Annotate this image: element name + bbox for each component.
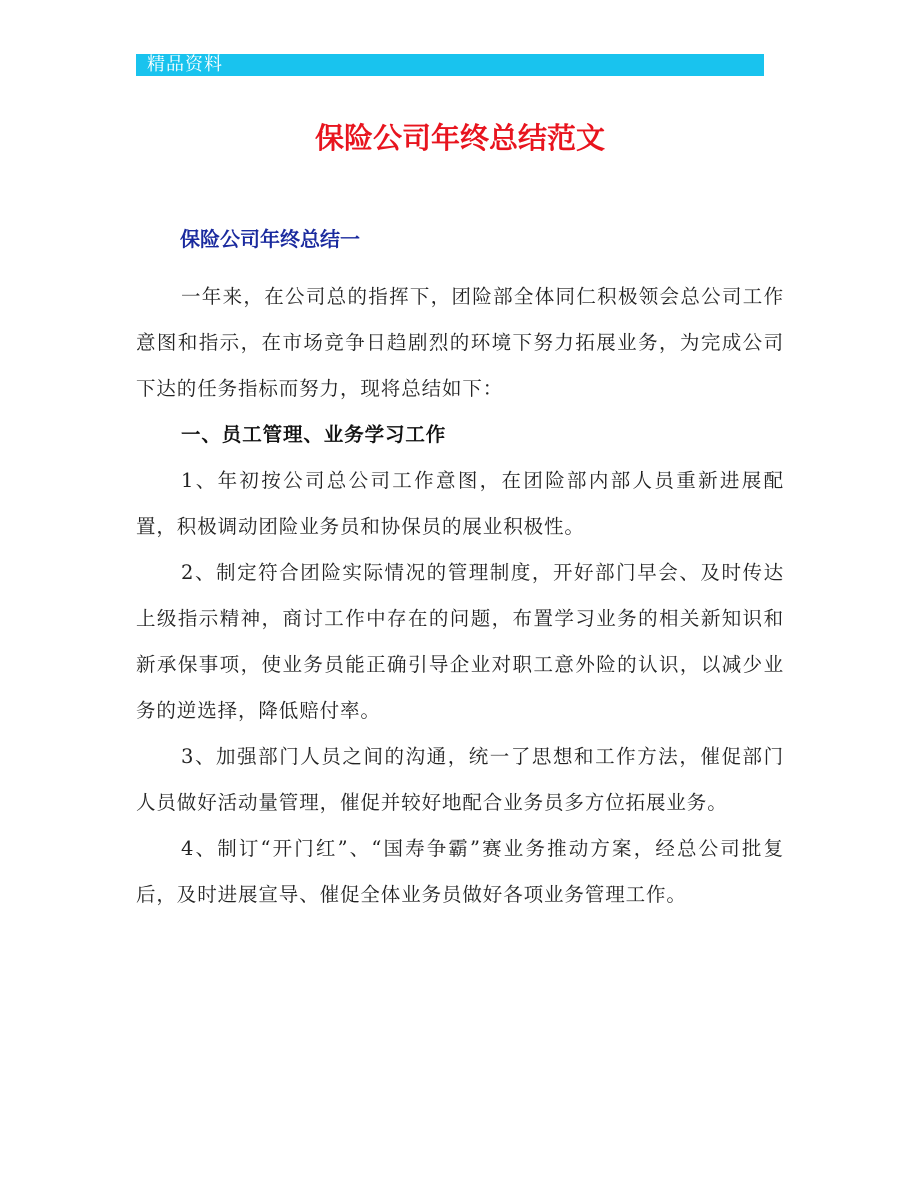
list-item: 3、加强部门人员之间的沟通，统一了思想和工作方法，催促部门人员做好活动量管理，催促并较好地配合业务员多方位拓展业务。 [136,745,784,814]
list-item: 2、制定符合团险实际情况的管理制度，开好部门早会、及时传达上级指示精神，商讨工作中存在的问题，布置学习业务的相关新知识和新承保事项，使业务员能正确引导企业对职工意外险的认识，以减少业务的逆选择，降低赔付率。 [136,561,784,722]
document-title: 保险公司年终总结范文 [314,121,605,155]
list-item: 1、年初按公司总公司工作意图，在团险部内部人员重新进展配置，积极调动团险业务员和协保员的展业积极性。 [136,469,784,538]
intro-paragraph: 一年来，在公司总的指挥下，团险部全体同仁积极领会总公司工作意图和指示，在市场竞争日趋剧烈的环境下努力拓展业务，为完成公司下达的任务指标而努力，现将总结如下： [136,285,784,400]
list-item: 4、制订“开门红”、“国寿争霸”赛业务推动方案，经总公司批复后，及时进展宣导、催促全体业务员做好各项业务管理工作。 [136,837,784,906]
header-banner [136,54,764,76]
section-heading: 保险公司年终总结一 [180,227,360,251]
document-body [136,274,784,918]
banner-label: 精品资料 [147,54,223,75]
subheading-staff-management: 一、员工管理、业务学习工作 [181,423,447,446]
